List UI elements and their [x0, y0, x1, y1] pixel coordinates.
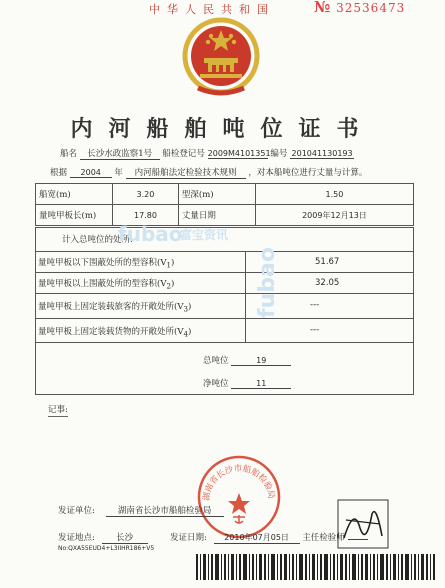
- v2-label: 量吨甲板以上围蔽处所的型容积(V: [38, 279, 167, 289]
- watermark-brand: fubao: [255, 247, 280, 318]
- watermark-cn: 富宝资讯: [180, 228, 229, 242]
- spaces-heading: 计入总吨位的处所:: [62, 235, 133, 245]
- net-label: 净吨位: [203, 379, 229, 389]
- basis-text: ，对本船吨位进行丈量与计算。: [248, 168, 368, 178]
- watermark-brand: fubao: [118, 222, 183, 246]
- svg-text:湖南省长沙市船舶检验局: 湖南省长沙市船舶检验局: [200, 462, 278, 502]
- ship-info-row: [60, 147, 354, 160]
- divider: [35, 342, 414, 343]
- measurement-table: [35, 183, 414, 226]
- reg-label: 船检登记号: [162, 149, 205, 159]
- v4-row: [38, 325, 191, 339]
- basis-year-suffix: 年: [114, 168, 123, 178]
- ship-name-value: 长沙水政监察1号: [80, 147, 160, 160]
- v1-sub: 1: [166, 260, 171, 270]
- v1-close: ): [170, 258, 175, 268]
- v3-sub: 3: [183, 304, 188, 314]
- serial-number: [314, 0, 405, 16]
- breadth-value: 3.20: [113, 184, 179, 205]
- barcode-icon: [196, 552, 436, 582]
- country-heading: 中华人民共和国: [149, 3, 275, 16]
- column-divider: [245, 251, 246, 342]
- divider: [35, 318, 414, 319]
- divider: [35, 251, 414, 252]
- date-label: 丈量日期: [178, 205, 255, 226]
- date-value: 2009年12月13日: [255, 205, 413, 226]
- signature-icon: [336, 498, 390, 550]
- no-label: 编号: [270, 149, 288, 159]
- issue-date-value: 2010年07月05日: [214, 532, 300, 544]
- basis-rules: 内河船舶法定检验技术规则: [126, 166, 246, 179]
- issue-date-label: 发证日期:: [170, 533, 207, 543]
- reg-value: 2009M4101351: [207, 149, 271, 158]
- basis-label: 根据: [50, 168, 68, 178]
- v1-value: 51.67: [315, 257, 340, 267]
- v1-label: 量吨甲板以下围蔽处所的型容积(V: [38, 258, 167, 268]
- v3-row: [38, 300, 191, 314]
- depth-value: 1.50: [255, 184, 413, 205]
- length-label: 量吨甲板长(m): [36, 205, 113, 226]
- gross-value: 19: [231, 356, 291, 366]
- v3-value: ---: [310, 300, 320, 310]
- v3-close: ): [187, 302, 192, 312]
- official-seal-icon: [197, 455, 281, 539]
- divider: [35, 272, 414, 273]
- v2-sub: 2: [166, 281, 171, 291]
- no-value: 201041130193: [291, 149, 353, 158]
- issuer-label: 发证单位:: [58, 506, 95, 516]
- v4-close: ): [187, 327, 192, 337]
- v2-row: [38, 277, 174, 291]
- v1-row: [38, 256, 174, 270]
- v4-value: ---: [310, 325, 320, 335]
- remarks-line: [48, 416, 68, 417]
- length-value: 17.80: [113, 205, 179, 226]
- basis-row: [50, 166, 367, 179]
- v2-close: ): [170, 279, 175, 289]
- divider: [35, 293, 414, 294]
- footer-code: No:QXA55EUD4+L3IIHR186+V5: [58, 545, 155, 552]
- serial-prefix: №: [314, 0, 332, 16]
- place-value: 长沙: [102, 531, 148, 544]
- v4-sub: 4: [183, 329, 188, 339]
- chief-label: 主任检验师: [302, 533, 345, 543]
- v4-label: 量吨甲板上固定装载货物的开敞处所(V: [38, 327, 184, 337]
- remarks-label: 记事:: [48, 405, 68, 415]
- ship-name-label: 船名: [60, 149, 78, 159]
- serial-value: 32536473: [336, 1, 406, 15]
- place-label: 发证地点:: [58, 533, 95, 543]
- depth-label: 型深(m): [178, 184, 255, 205]
- gross-label: 总吨位: [203, 356, 229, 366]
- v2-value: 32.05: [315, 278, 340, 288]
- issuer-value: 湖南省长沙市船舶检验局: [106, 504, 224, 517]
- breadth-label: 船宽(m): [36, 184, 113, 205]
- page-title: 内河船舶吨位证书: [70, 116, 375, 142]
- v3-label: 量吨甲板上固定装载旅客的开敞处所(V: [38, 302, 184, 312]
- gross-row: [203, 354, 291, 366]
- place-row: [58, 531, 148, 544]
- net-value: 11: [231, 379, 291, 389]
- net-row: [203, 377, 291, 389]
- national-emblem-icon: [180, 16, 262, 98]
- issuer-row: [58, 504, 224, 517]
- basis-year: 2004: [70, 168, 112, 178]
